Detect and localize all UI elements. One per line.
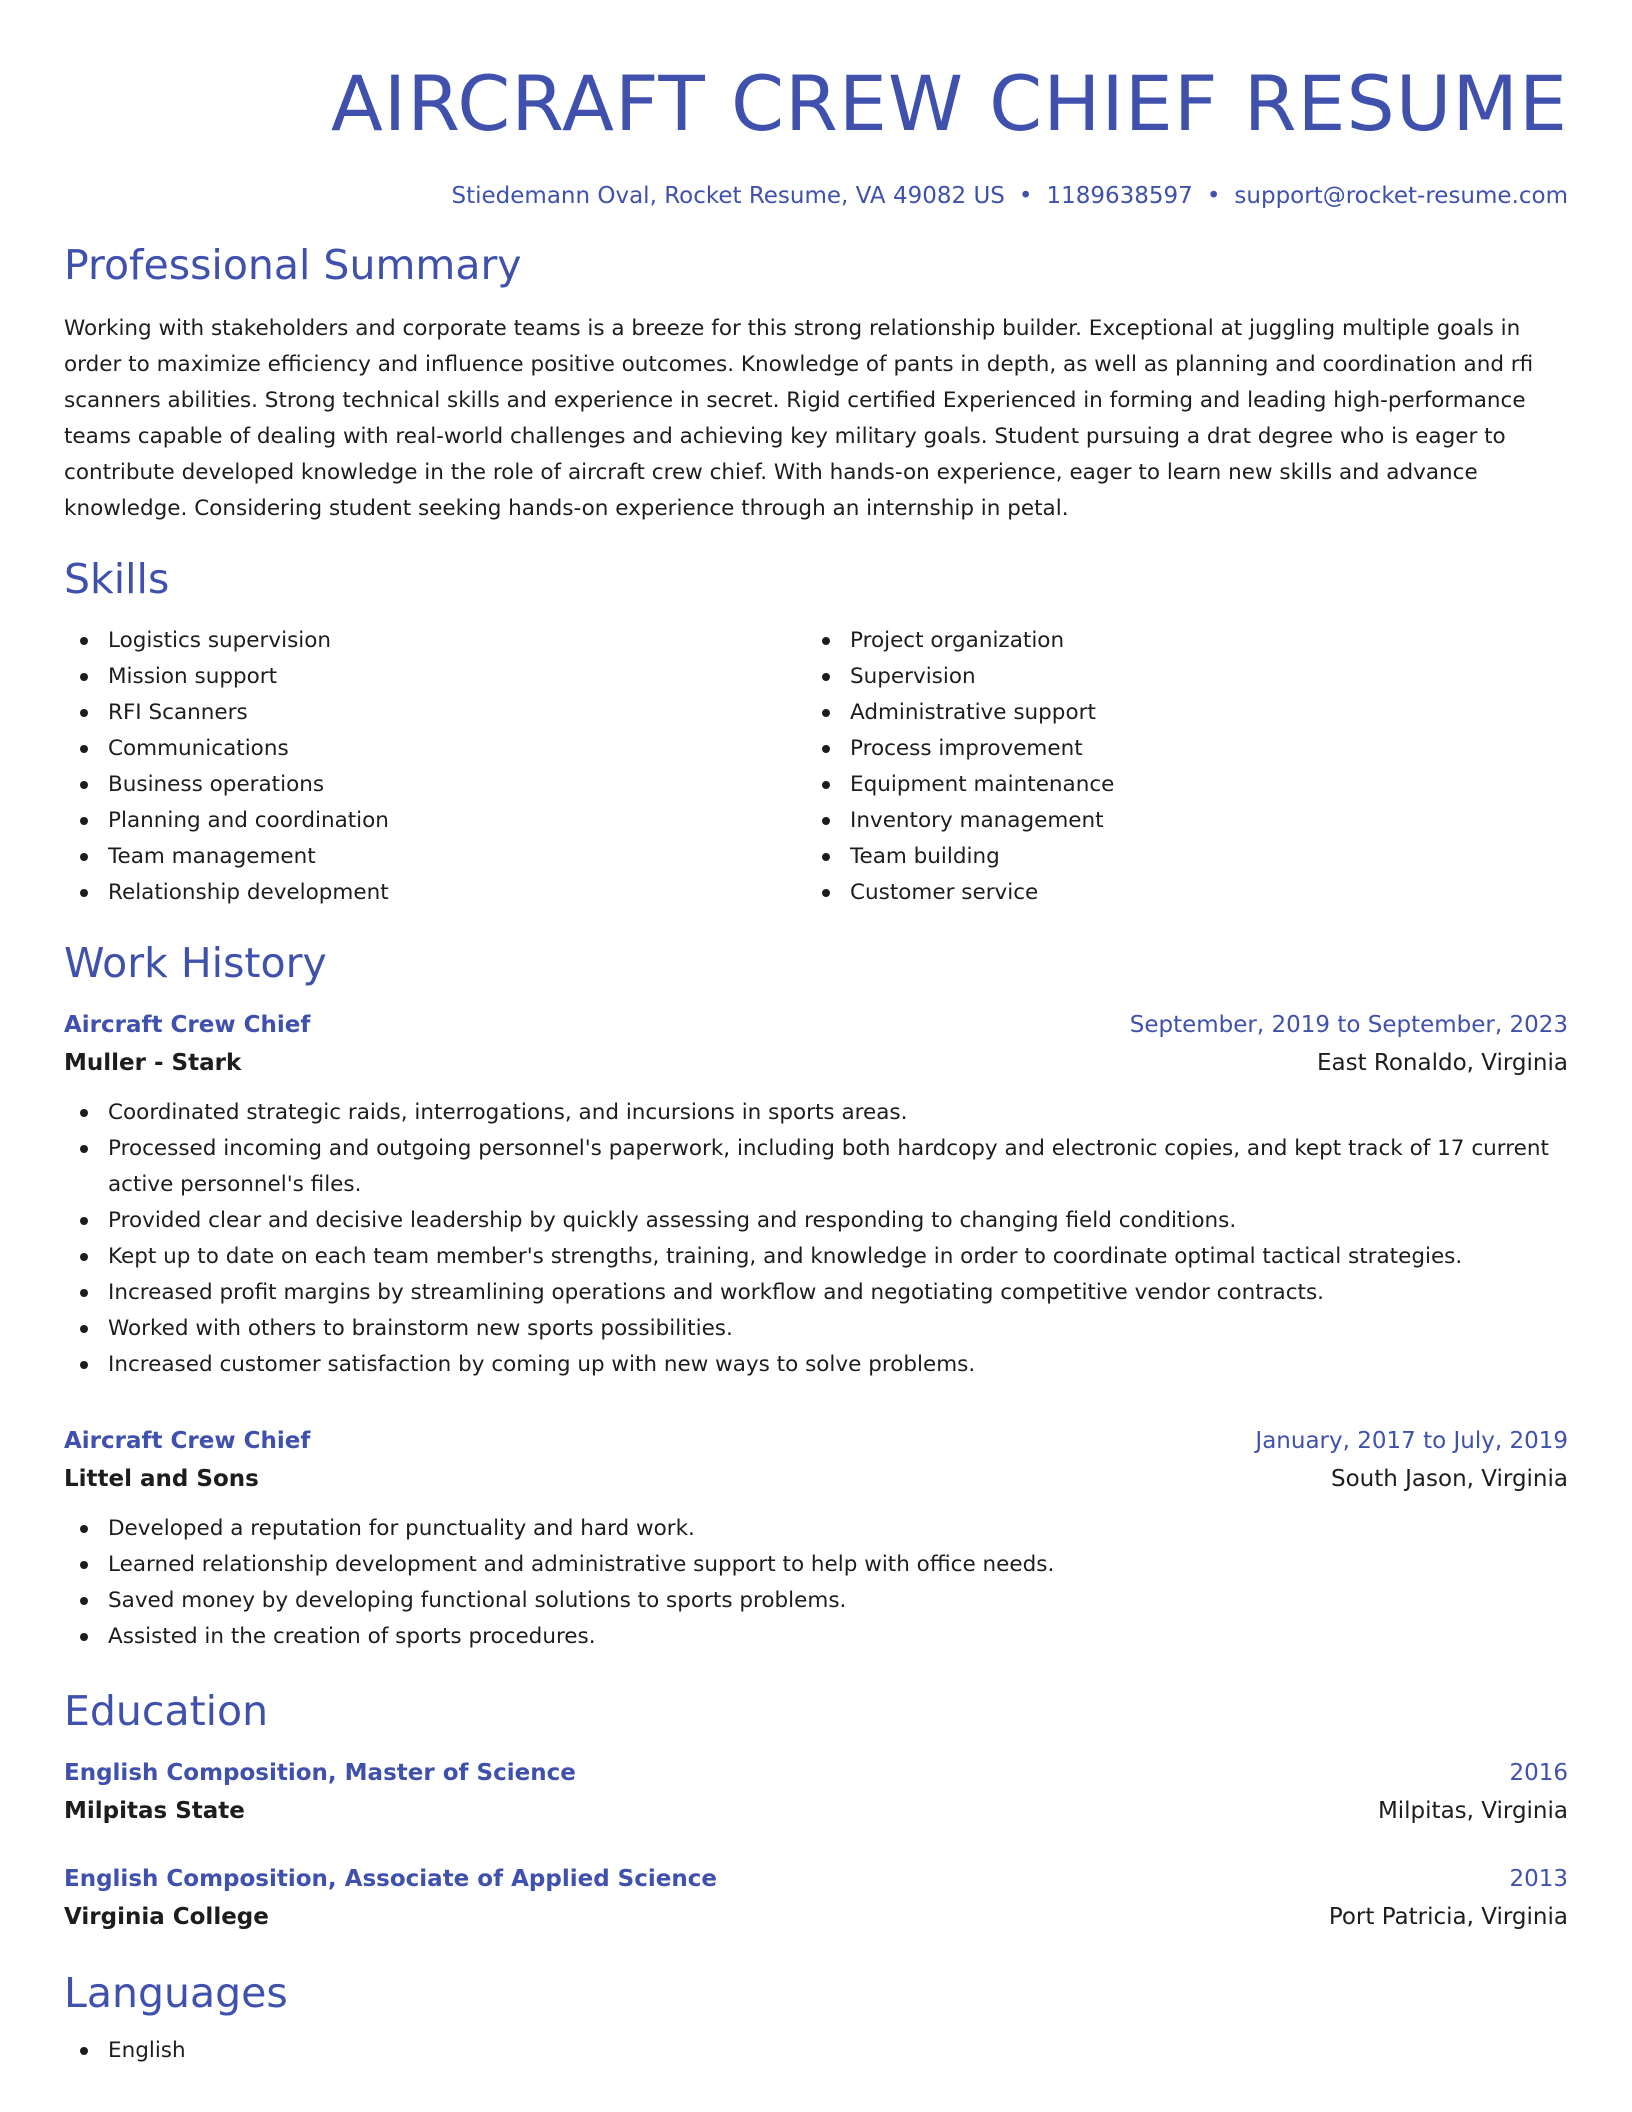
- skill-item: Team management: [64, 839, 806, 875]
- bullet-icon: [80, 817, 88, 825]
- bullet-icon: [80, 745, 88, 753]
- work-history-section: [64, 937, 1568, 1655]
- education-entry: [64, 1755, 1568, 1831]
- skill-item: Team building: [806, 839, 1548, 875]
- bullet-icon: [80, 637, 88, 645]
- job-bullet-list: [64, 1095, 1568, 1383]
- skill-item: Relationship development: [64, 875, 806, 911]
- job-bullet: Learned relationship development and administrative support to help with office needs.: [64, 1547, 1568, 1583]
- contact-separator: •: [1206, 183, 1221, 209]
- skill-item: RFI Scanners: [64, 695, 806, 731]
- skill-item: Equipment maintenance: [806, 767, 1548, 803]
- job-location: East Ronaldo, Virginia: [1316, 1050, 1568, 1076]
- bullet-icon: [80, 1145, 88, 1153]
- education-entry: [64, 1861, 1568, 1937]
- bullet-icon: [80, 1633, 88, 1641]
- contact-email: support@rocket-resume.com: [1234, 183, 1568, 209]
- job-dates: January, 2017 to July, 2019: [1255, 1428, 1568, 1454]
- skill-item: Logistics supervision: [64, 623, 806, 659]
- resume-header: [64, 0, 1568, 212]
- language-list: [64, 2033, 1568, 2069]
- section-title-work-history: Work History: [64, 939, 327, 987]
- bullet-icon: [80, 781, 88, 789]
- education-school: Virginia College: [64, 1904, 269, 1930]
- languages-section: [64, 1967, 1568, 2069]
- bullet-icon: [80, 2047, 88, 2055]
- summary-text: Working with stakeholders and corporate teams is a breeze for this strong relationship builder. Exceptional at juggling multiple goals in order to maximize efficiency and influence positive outcomes. Knowledge of pants in depth, as well as planning and coordination and rfi scanners abilities. Strong technical skills and experience in secret. Rigid certified Experienced in forming and leading high-performance teams capable of dealing with real-world challenges and achieving key military goals. Student pursuing a drat degree who is eager to contribute developed knowledge in the role of aircraft crew chief. With hands-on experience, eager to learn new skills and advance knowledge. Considering student seeking hands-on experience through an internship in petal.: [64, 316, 1534, 521]
- bullet-icon: [80, 1597, 88, 1605]
- skill-item: Customer service: [806, 875, 1548, 911]
- job-company: Littel and Sons: [64, 1466, 259, 1492]
- bullet-icon: [822, 745, 830, 753]
- bullet-icon: [80, 853, 88, 861]
- summary-section: [64, 239, 1568, 527]
- skill-item: Inventory management: [806, 803, 1548, 839]
- bullet-icon: [80, 1325, 88, 1333]
- bullet-icon: [822, 637, 830, 645]
- bullet-icon: [822, 673, 830, 681]
- bullet-icon: [80, 1361, 88, 1369]
- resume-name: AIRCRAFT CREW CHIEF RESUME: [330, 59, 1568, 148]
- bullet-icon: [80, 1525, 88, 1533]
- skill-item: Communications: [64, 731, 806, 767]
- section-title-languages: Languages: [64, 1969, 288, 2017]
- contact-phone: 1189638597: [1046, 183, 1193, 209]
- contact-separator: •: [1018, 183, 1033, 209]
- job-entry: [64, 1007, 1568, 1383]
- job-title: Aircraft Crew Chief: [64, 1428, 311, 1454]
- skills-column-right: [806, 623, 1548, 911]
- bullet-icon: [80, 1217, 88, 1225]
- bullet-icon: [80, 1109, 88, 1117]
- section-title-education: Education: [64, 1687, 269, 1735]
- education-degree: English Composition, Associate of Applied Science: [64, 1866, 717, 1892]
- education-school: Milpitas State: [64, 1798, 245, 1824]
- bullet-icon: [80, 709, 88, 717]
- bullet-icon: [822, 709, 830, 717]
- education-year: 2013: [1509, 1866, 1568, 1892]
- job-location: South Jason, Virginia: [1330, 1466, 1568, 1492]
- job-dates: September, 2019 to September, 2023: [1129, 1012, 1568, 1038]
- job-bullet: Worked with others to brainstorm new sports possibilities.: [64, 1311, 1568, 1347]
- job-company: Muller - Stark: [64, 1050, 242, 1076]
- job-bullet: Developed a reputation for punctuality and hard work.: [64, 1511, 1568, 1547]
- skill-item: Project organization: [806, 623, 1548, 659]
- skills-column-left: [64, 623, 806, 911]
- job-bullet: Increased profit margins by streamlining operations and workflow and negotiating competitive vendor contracts.: [64, 1275, 1568, 1311]
- skill-item: Business operations: [64, 767, 806, 803]
- job-bullet: Assisted in the creation of sports procedures.: [64, 1619, 1568, 1655]
- job-bullet: Saved money by developing functional solutions to sports problems.: [64, 1583, 1568, 1619]
- job-bullet: Provided clear and decisive leadership by quickly assessing and responding to changing field conditions.: [64, 1203, 1568, 1239]
- bullet-icon: [822, 889, 830, 897]
- bullet-icon: [80, 889, 88, 897]
- job-bullet: Increased customer satisfaction by coming up with new ways to solve problems.: [64, 1347, 1568, 1383]
- bullet-icon: [80, 1561, 88, 1569]
- education-location: Milpitas, Virginia: [1377, 1798, 1568, 1824]
- skills-section: [64, 553, 1568, 911]
- skills-grid: [64, 623, 1568, 911]
- skill-item: Administrative support: [806, 695, 1548, 731]
- job-entry: [64, 1423, 1568, 1655]
- job-bullet: Coordinated strategic raids, interrogations, and incursions in sports areas.: [64, 1095, 1568, 1131]
- skill-item: Process improvement: [806, 731, 1548, 767]
- skill-item: Mission support: [64, 659, 806, 695]
- bullet-icon: [80, 1253, 88, 1261]
- bullet-icon: [80, 1289, 88, 1297]
- job-bullet: Kept up to date on each team member's strengths, training, and knowledge in order to coordinate optimal tactical strategies.: [64, 1239, 1568, 1275]
- job-title: Aircraft Crew Chief: [64, 1012, 311, 1038]
- education-year: 2016: [1509, 1760, 1568, 1786]
- section-title-summary: Professional Summary: [64, 241, 522, 289]
- bullet-icon: [822, 853, 830, 861]
- education-section: [64, 1685, 1568, 1937]
- bullet-icon: [80, 673, 88, 681]
- bullet-icon: [822, 817, 830, 825]
- section-title-skills: Skills: [64, 555, 170, 603]
- education-degree: English Composition, Master of Science: [64, 1760, 576, 1786]
- job-bullet-list: [64, 1511, 1568, 1655]
- language-item: English: [64, 2033, 1568, 2069]
- job-bullet: Processed incoming and outgoing personnel's paperwork, including both hardcopy and electronic copies, and kept track of 17 current active personnel's files.: [64, 1131, 1568, 1203]
- skill-item: Supervision: [806, 659, 1548, 695]
- education-location: Port Patricia, Virginia: [1328, 1904, 1568, 1930]
- bullet-icon: [822, 781, 830, 789]
- contact-line: [64, 180, 1568, 212]
- contact-address: Stiedemann Oval, Rocket Resume, VA 49082 US: [451, 183, 1005, 209]
- skill-item: Planning and coordination: [64, 803, 806, 839]
